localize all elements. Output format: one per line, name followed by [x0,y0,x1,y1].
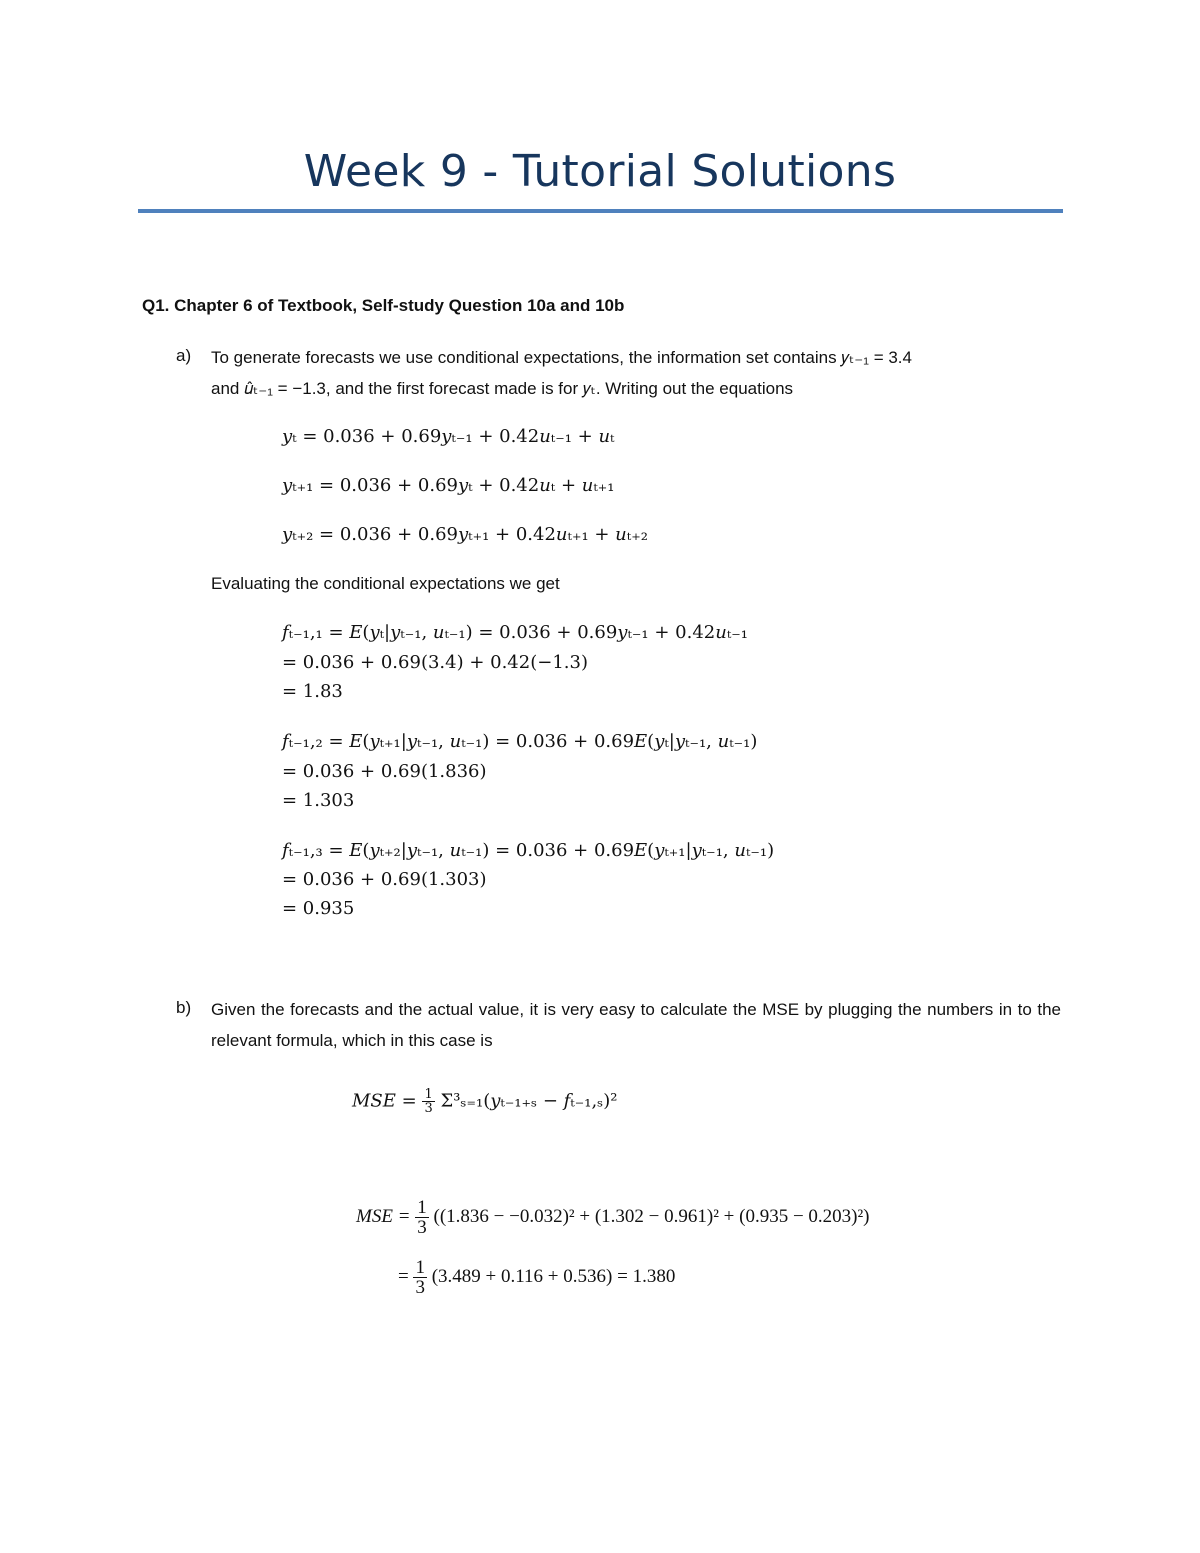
equation-yt1: 𝑦ₜ₊₁ = 0.036 + 0.69𝑦ₜ + 0.42𝑢ₜ + 𝑢ₜ₊₁ [282,475,615,496]
mse-result-fraction [413,1258,427,1297]
equation-yt2: 𝑦ₜ₊₂ = 0.036 + 0.69𝑦ₜ₊₁ + 0.42𝑢ₜ₊₁ + 𝑢ₜ₊₂ [282,524,648,545]
forecast-3-result: = 0.935 [282,898,355,919]
mse-result [398,1258,675,1297]
title-underline [138,209,1063,213]
mse-formula-rhs: Σ³ₛ₌₁(𝑦ₜ₋₁₊ₛ − 𝑓ₜ₋₁,ₛ)² [440,1090,618,1112]
fraction-numerator: 1 [415,1257,425,1278]
fraction-denominator: 3 [415,1277,425,1298]
forecast-1-definition: 𝑓ₜ₋₁,₁ = 𝐸(𝑦ₜ|𝑦ₜ₋₁, 𝑢ₜ₋₁) = 0.036 + 0.69𝑦ₜ₋₁ + 0.42𝑢ₜ₋₁ [282,622,748,643]
part-a-label: a) [176,346,192,365]
forecast-3-definition: 𝑓ₜ₋₁,₃ = 𝐸(𝑦ₜ₊₂|𝑦ₜ₋₁, 𝑢ₜ₋₁) = 0.036 + 0.69𝐸(𝑦ₜ₊₁|𝑦ₜ₋₁, 𝑢ₜ₋₁) [282,840,775,861]
mse-formula-fraction [422,1088,434,1115]
evaluating-text: Evaluating the conditional expectations we get [211,574,560,593]
mse-calc-rhs: ((1.836 − −0.032)² + (1.302 − 0.961)² + (0.935 − 0.203)²) [433,1205,870,1227]
forecast-1-substitution: = 0.036 + 0.69(3.4) + 0.42(−1.3) [282,652,588,673]
mse-formula-lhs: 𝑀𝑆𝐸 = [352,1090,417,1112]
forecast-1-result: = 1.83 [282,681,343,702]
equation-yt: 𝑦ₜ = 0.036 + 0.69𝑦ₜ₋₁ + 0.42𝑢ₜ₋₁ + 𝑢ₜ [282,426,615,447]
part-b-label: b) [176,998,192,1017]
question-heading: Q1. Chapter 6 of Textbook, Self-study Question 10a and 10b [142,296,625,315]
part-a-intro-line1: To generate forecasts we use conditional expectations, the information set contains 𝑦ₜ₋₁ = 3.4 [211,348,912,367]
page-title: Week 9 - Tutorial Solutions [303,146,897,197]
forecast-3-substitution: = 0.036 + 0.69(1.303) [282,869,487,890]
fraction-numerator: 1 [424,1087,433,1102]
fraction-denominator: 3 [424,1101,433,1116]
forecast-2-result: = 1.303 [282,790,355,811]
part-b-text: Given the forecasts and the actual value, it is very easy to calculate the MSE by plugging the numbers in to the relevant formula, which in this case is [211,1000,1061,1050]
mse-result-rhs: (3.489 + 0.116 + 0.536) = 1.380 [431,1265,676,1287]
part-a-intro [211,342,1061,404]
part-a-intro-line2: and 𝑢̂ₜ₋₁ = −1.3, and the first forecast made is for 𝑦ₜ. Writing out the equations [211,379,794,398]
mse-formula [352,1088,617,1115]
mse-calc-fraction [415,1198,429,1237]
forecast-2-substitution: = 0.036 + 0.69(1.836) [282,761,487,782]
forecast-2-definition: 𝑓ₜ₋₁,₂ = 𝐸(𝑦ₜ₊₁|𝑦ₜ₋₁, 𝑢ₜ₋₁) = 0.036 + 0.69𝐸(𝑦ₜ|𝑦ₜ₋₁, 𝑢ₜ₋₁) [282,731,758,752]
mse-result-lhs: = [398,1265,409,1287]
fraction-denominator: 3 [417,1217,427,1238]
fraction-numerator: 1 [417,1197,427,1218]
mse-calculation [356,1198,870,1237]
mse-calc-lhs: MSE = [356,1205,411,1227]
